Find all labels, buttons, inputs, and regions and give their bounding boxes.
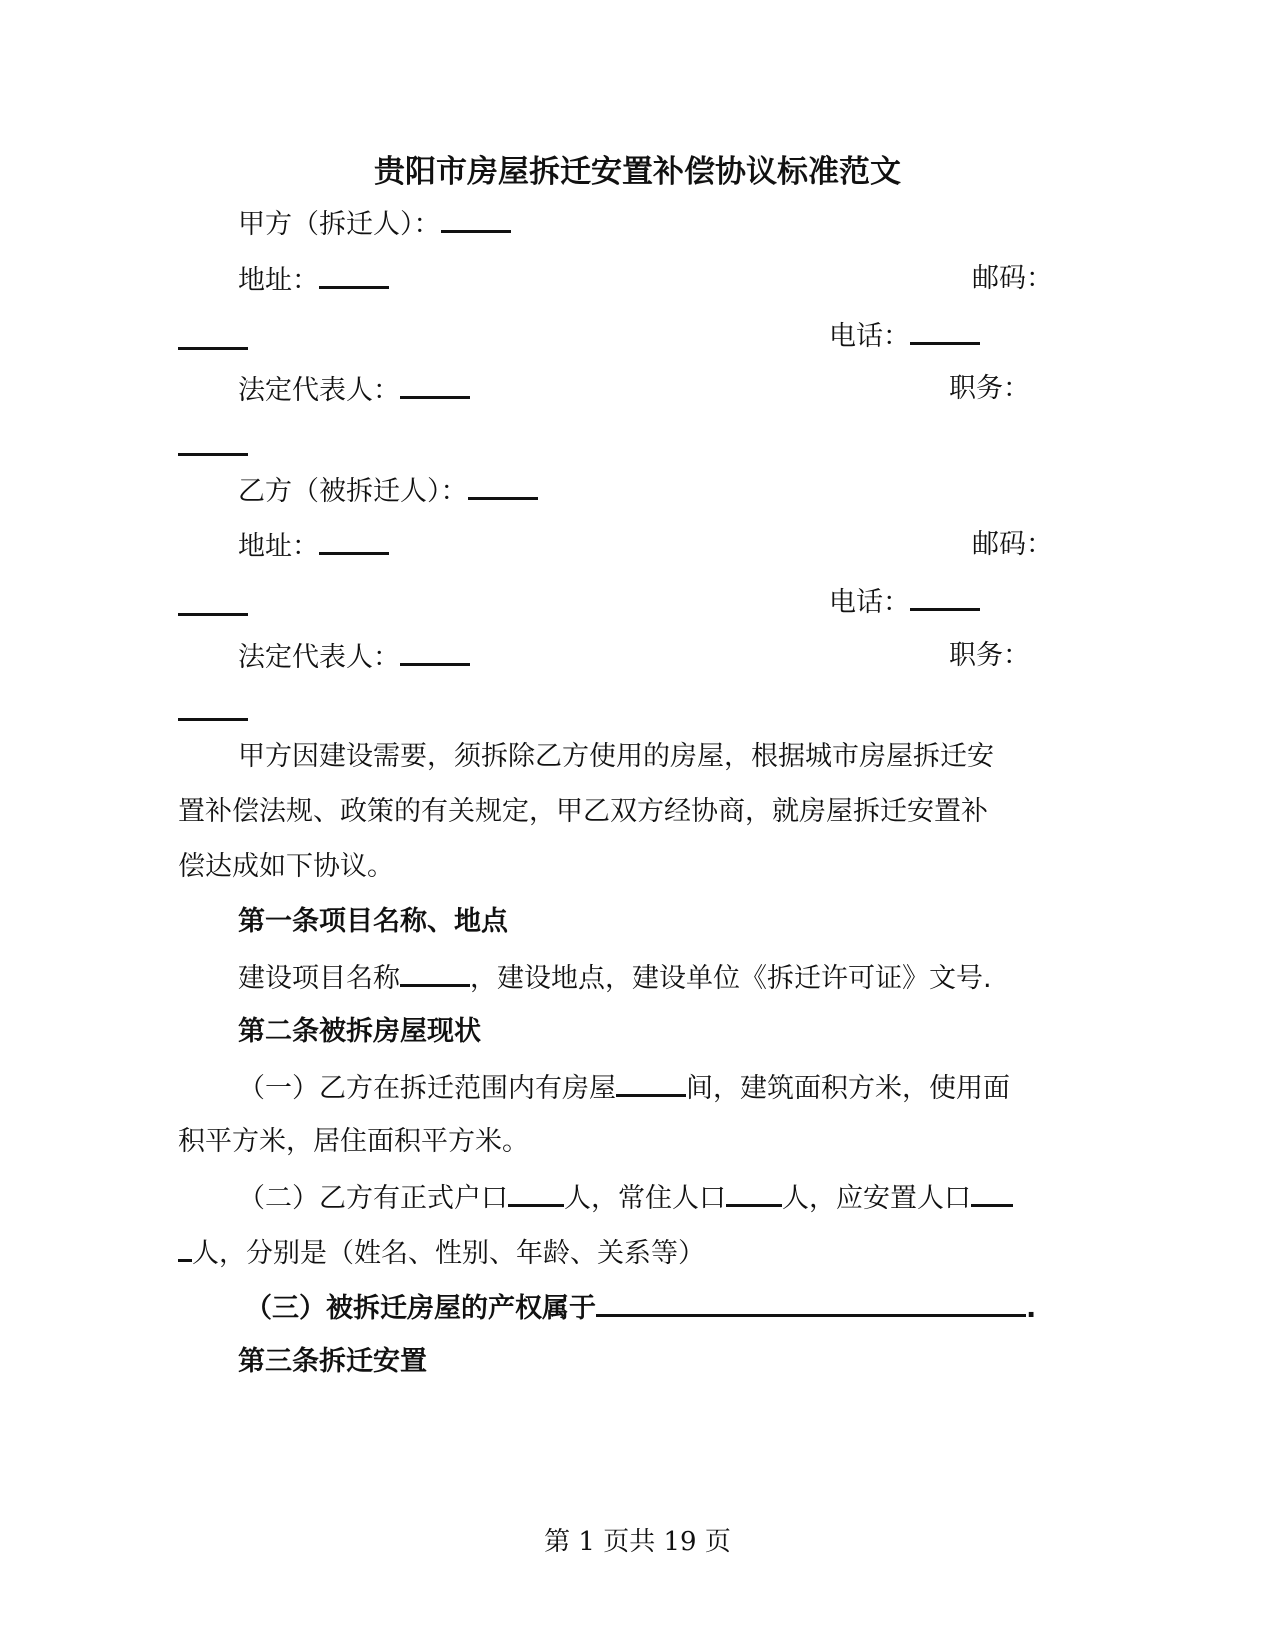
party-b-postcode-blank bbox=[178, 613, 248, 616]
party-b-address-blank bbox=[319, 528, 389, 555]
article-2-item-3-b: . bbox=[1026, 1293, 1037, 1324]
article-2-item-2-c: 人，应安置人口 bbox=[782, 1183, 971, 1214]
document-title: 贵阳市房屋拆迁安置补偿协议标准范文 bbox=[374, 154, 901, 190]
party-a-postcode-blank bbox=[178, 347, 248, 350]
article-1-text-b: ，建设地点，建设单位《拆迁许可证》文号. bbox=[470, 963, 992, 994]
party-b-postcode-label: 邮码： bbox=[972, 529, 1053, 560]
party-b-label: 乙方（被拆迁人）： bbox=[238, 476, 468, 507]
party-b-line bbox=[238, 473, 538, 509]
party-a-address-line bbox=[238, 262, 389, 298]
party-a-phone-blank bbox=[910, 318, 980, 345]
party-a-rep-label: 法定代表人： bbox=[238, 375, 400, 406]
article-1-text bbox=[238, 960, 992, 996]
intro-line-3: 偿达成如下协议。 bbox=[178, 851, 394, 882]
article-2-item-2-b: 人，常住人口 bbox=[564, 1183, 726, 1214]
article-2-item-2-cont bbox=[178, 1235, 705, 1271]
party-b-rep-blank bbox=[400, 639, 470, 666]
article-2-item-1 bbox=[238, 1070, 1010, 1106]
intro-line-1: 甲方因建设需要，须拆除乙方使用的房屋，根据城市房屋拆迁安 bbox=[238, 741, 994, 772]
party-a-rep-line bbox=[238, 372, 470, 408]
party-b-rep-line bbox=[238, 639, 470, 675]
resettle-blank-part1 bbox=[971, 1180, 1013, 1207]
party-b-position-label: 职务： bbox=[949, 640, 1030, 671]
article-1-heading: 第一条项目名称、地点 bbox=[238, 906, 508, 937]
article-1-text-a: 建设项目名称 bbox=[238, 963, 400, 994]
intro-line-2: 置补偿法规、政策的有关规定，甲乙双方经协商，就房屋拆迁安置补 bbox=[178, 796, 988, 827]
party-a-blank bbox=[441, 206, 511, 233]
party-a-rep-blank bbox=[400, 372, 470, 399]
article-2-item-3 bbox=[245, 1290, 1036, 1326]
article-2-item-2-a: （二）乙方有正式户口 bbox=[238, 1183, 508, 1214]
party-a-phone-label: 电话： bbox=[829, 321, 910, 352]
party-b-rep-label: 法定代表人： bbox=[238, 642, 400, 673]
party-a-address-blank bbox=[319, 262, 389, 289]
article-3-heading: 第三条拆迁安置 bbox=[238, 1346, 427, 1377]
party-b-address-line bbox=[238, 528, 389, 564]
rooms-blank bbox=[616, 1070, 686, 1097]
article-2-item-2-d: 人，分别是（姓名、性别、年龄、关系等） bbox=[192, 1238, 705, 1269]
party-a-position-label: 职务： bbox=[949, 373, 1030, 404]
party-a-postcode-label: 邮码： bbox=[972, 263, 1053, 294]
article-2-item-2 bbox=[238, 1180, 1013, 1216]
party-a-phone-line bbox=[829, 318, 980, 354]
party-b-position-blank bbox=[178, 718, 248, 721]
party-b-address-label: 地址： bbox=[238, 531, 319, 562]
party-b-phone-line bbox=[829, 584, 980, 620]
party-a-address-label: 地址： bbox=[238, 265, 319, 296]
property-owner-blank bbox=[596, 1290, 1026, 1317]
registered-blank bbox=[508, 1180, 564, 1207]
party-b-phone-blank bbox=[910, 584, 980, 611]
party-b-blank bbox=[468, 473, 538, 500]
article-2-item-3-a: （三）被拆迁房屋的产权属于 bbox=[245, 1293, 596, 1324]
page-footer: 第 1 页共 19 页 bbox=[544, 1527, 731, 1557]
party-a-label: 甲方（拆迁人）： bbox=[238, 209, 441, 240]
article-2-item-1-cont: 积平方米，居住面积平方米。 bbox=[178, 1126, 529, 1157]
article-2-item-1-b: 间，建筑面积方米，使用面 bbox=[686, 1073, 1010, 1104]
resident-blank bbox=[726, 1180, 782, 1207]
article-2-heading: 第二条被拆房屋现状 bbox=[238, 1016, 481, 1047]
party-b-phone-label: 电话： bbox=[829, 587, 910, 618]
party-a-position-blank bbox=[178, 453, 248, 456]
article-2-item-1-a: （一）乙方在拆迁范围内有房屋 bbox=[238, 1073, 616, 1104]
project-name-blank bbox=[400, 960, 470, 987]
resettle-blank-part2 bbox=[178, 1235, 192, 1262]
party-a-line bbox=[238, 206, 511, 242]
